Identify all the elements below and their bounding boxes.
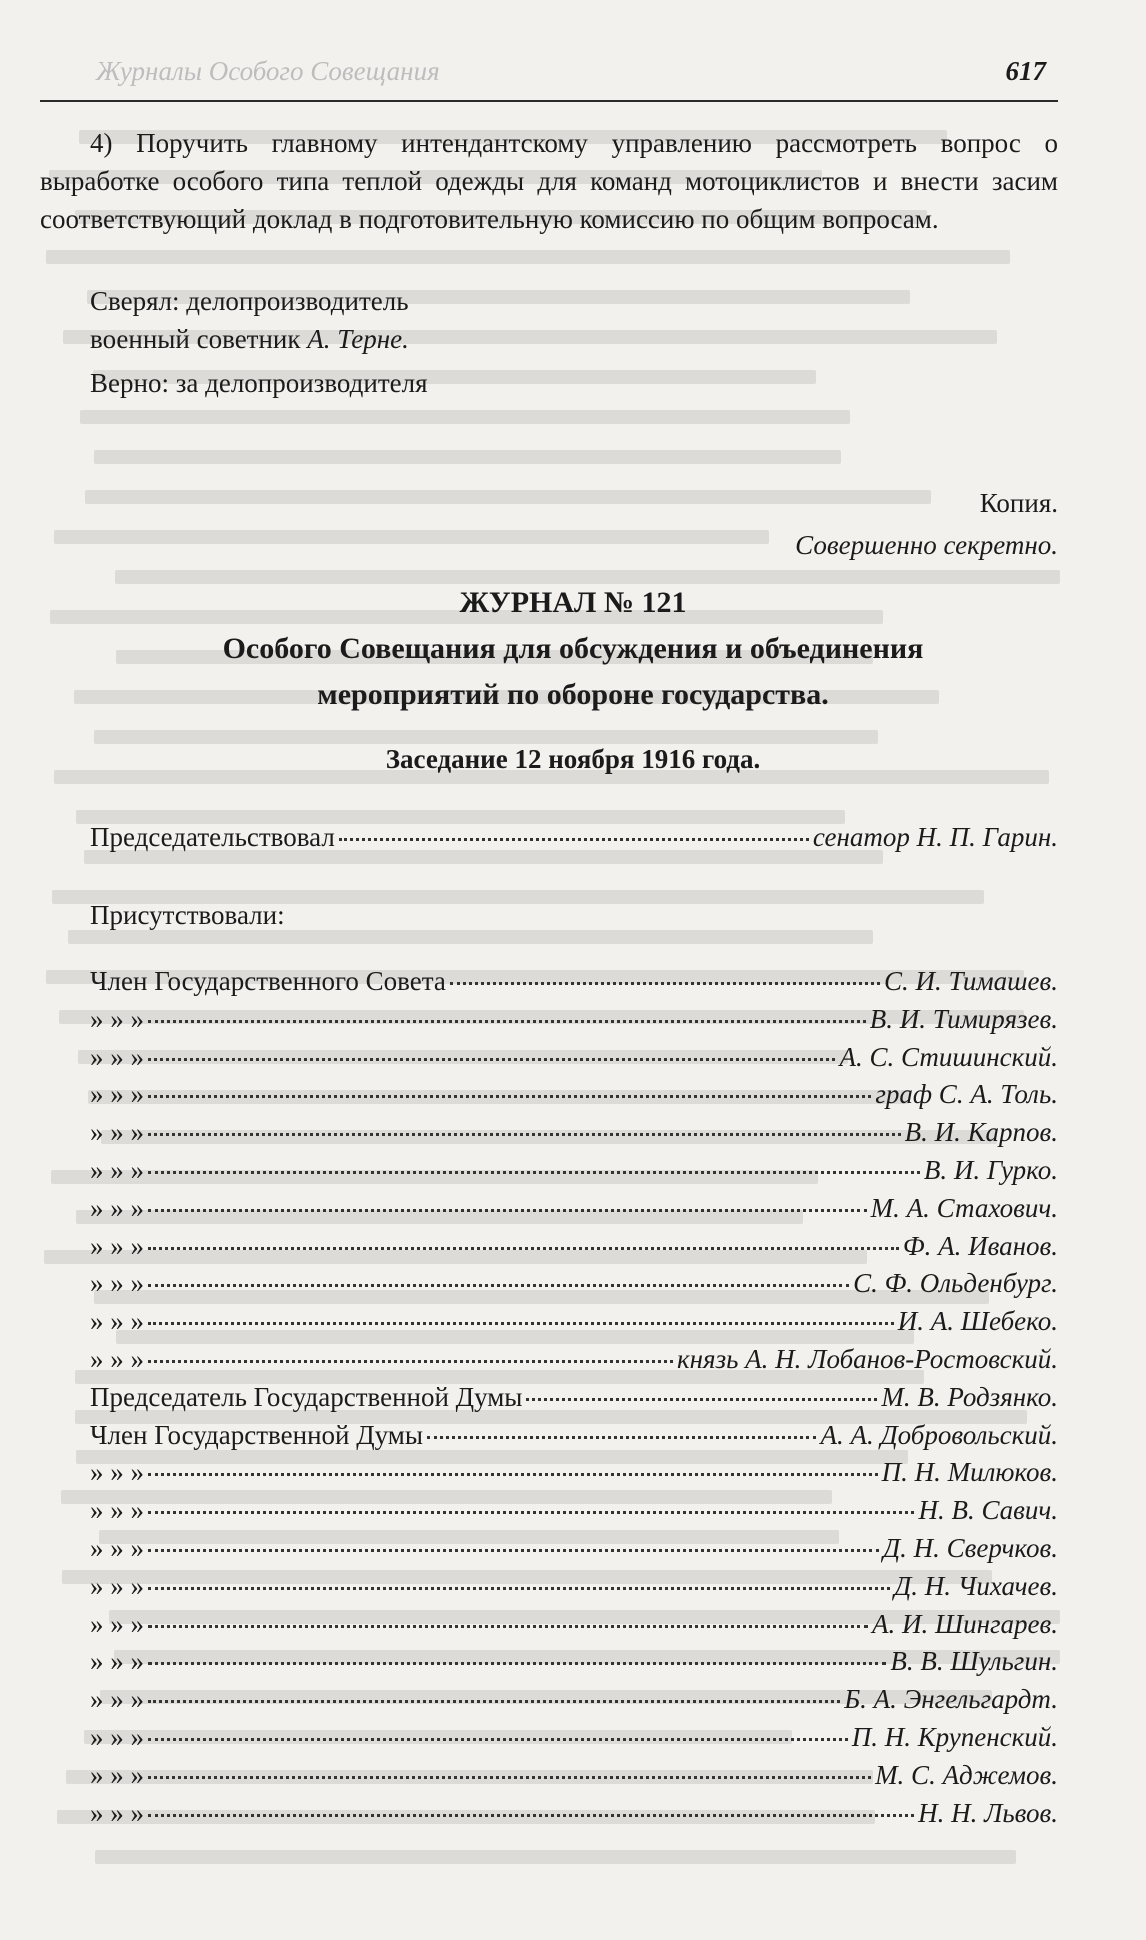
checked-by-name: А. Терне. (307, 324, 409, 354)
leader-dots (148, 1814, 914, 1817)
leader-dots (148, 1209, 867, 1212)
attendee-row (90, 1231, 1058, 1265)
attendee-row (90, 1268, 1058, 1302)
attendee-name: И. А. Шебеко. (897, 1306, 1058, 1337)
attendee-row (90, 1533, 1058, 1567)
leader-dots (339, 838, 809, 841)
true-copy-line: Верно: за делопроизводителя (90, 368, 428, 398)
session-date: Заседание 12 ноября 1916 года. (385, 744, 761, 774)
attendee-title: Член Государственной Думы (90, 1419, 424, 1450)
attendee-title: » » » (90, 1155, 144, 1185)
attendee-title: » » » (90, 1306, 144, 1337)
attendee-row (90, 1155, 1058, 1189)
attendee-row (90, 1609, 1058, 1643)
leader-dots (148, 1020, 866, 1023)
attendee-title: » » » (90, 1684, 144, 1715)
leader-dots (148, 1133, 901, 1136)
attendee-name: С. Ф. Ольденбург. (853, 1268, 1058, 1299)
chairman-label: Председательствовал (90, 822, 335, 852)
present-label: Присутствовали: (90, 900, 285, 930)
bleed-through-line (54, 530, 769, 544)
attendee-title: » » » (90, 1797, 144, 1828)
attendee-name: В. В. Шульгин. (890, 1646, 1058, 1677)
attendee-row (90, 1306, 1058, 1340)
attendee-name: М. А. Стахович. (870, 1192, 1058, 1223)
leader-dots (148, 1587, 890, 1590)
attendee-name: князь А. Н. Лобанов-Ростовский. (677, 1344, 1058, 1374)
bleed-through-line (85, 490, 931, 504)
leader-dots (526, 1398, 877, 1401)
attendee-name: Б. А. Энгельгардт. (844, 1684, 1058, 1715)
attendee-name: Д. Н. Чихачев. (894, 1570, 1058, 1601)
attendee-name: Н. В. Савич. (918, 1495, 1058, 1526)
leader-dots (148, 1247, 899, 1250)
bleed-through-line (80, 410, 851, 424)
attendee-title: » » » (90, 1533, 144, 1563)
attendee-name: А. А. Добровольский. (820, 1419, 1058, 1450)
attendee-row (90, 1495, 1058, 1529)
attendee-title: » » » (90, 1646, 144, 1677)
attendee-row (90, 1646, 1058, 1680)
leader-dots (148, 1738, 848, 1741)
attendee-row (90, 1382, 1058, 1416)
bleed-through-line (94, 450, 841, 464)
attendee-name: П. Н. Крупенский. (851, 1722, 1058, 1752)
bleed-through-line (115, 570, 1060, 584)
attendee-row (90, 1684, 1058, 1718)
bleed-through-line (68, 930, 873, 944)
attendee-row (90, 1079, 1058, 1113)
header-rule (40, 100, 1058, 102)
attendee-row (90, 1722, 1058, 1756)
attendee-row (90, 1420, 1058, 1454)
journal-title-line-1: Особого Совещания для обсуждения и объединения (222, 632, 924, 665)
attendee-row (90, 1344, 1058, 1378)
leader-dots (148, 1549, 879, 1552)
attendee-title: » » » (90, 1759, 144, 1790)
journal-title-line-2: мероприятий по обороне государства. (317, 678, 829, 711)
attendee-row (90, 1798, 1058, 1832)
page-number: 617 (1005, 56, 1046, 86)
attendee-title: » » » (90, 1495, 144, 1526)
attendee-row (90, 1571, 1058, 1605)
leader-dots (450, 982, 880, 985)
intro-paragraph: 4) Поручить главному интендантскому управлению рассмотреть вопрос о выработке особого типа теплой одежды для команд мотоциклистов и внести засим соответствующий доклад в подготовительную комиссию по общим вопросам. (40, 128, 1058, 234)
attendee-title: » » » (90, 1230, 144, 1261)
checked-by-line: Сверял: делопроизводитель (90, 286, 409, 316)
checked-by-title (90, 322, 409, 356)
attendee-title: » » » (90, 1457, 144, 1488)
attendee-title: » » » (90, 1570, 144, 1601)
leader-dots (148, 1511, 914, 1514)
attendee-title: » » » (90, 1003, 144, 1034)
attendee-name: Д. Н. Сверчков. (883, 1533, 1058, 1563)
leader-dots (148, 1284, 849, 1287)
attendee-title: » » » (90, 1041, 144, 1072)
leader-dots (148, 1473, 878, 1476)
attendee-name: Ф. А. Иванов. (902, 1230, 1058, 1261)
leader-dots (148, 1625, 868, 1628)
running-title: Журналы Особого Совещания (96, 56, 440, 86)
copy-mark: Копия. (979, 488, 1058, 518)
checked-by-rank: военный советник (90, 324, 308, 354)
attendee-name: Н. Н. Львов. (918, 1797, 1058, 1828)
attendee-name: С. И. Тимашев. (884, 966, 1058, 996)
leader-dots (148, 1058, 835, 1061)
attendee-row (90, 1042, 1058, 1076)
attendee-title: Член Государственного Совета (90, 966, 446, 996)
attendee-row (90, 1117, 1058, 1151)
chairman-name: сенатор Н. П. Гарин. (812, 822, 1058, 852)
attendee-title: » » » (90, 1608, 144, 1639)
attendee-name: М. С. Аджемов. (875, 1759, 1058, 1790)
attendee-title: » » » (90, 1079, 144, 1110)
attendee-row (90, 966, 1058, 1000)
leader-dots (148, 1662, 886, 1665)
attendee-row (90, 1457, 1058, 1491)
attendee-name: П. Н. Милюков. (881, 1457, 1058, 1488)
attendee-name: граф С. А. Толь. (875, 1079, 1058, 1110)
attendee-name: М. В. Родзянко. (881, 1381, 1058, 1412)
attendee-name: А. И. Шингарев. (871, 1608, 1058, 1639)
journal-number-title: ЖУРНАЛ № 121 (459, 586, 687, 619)
bleed-through-line (46, 250, 1010, 264)
leader-dots (148, 1171, 920, 1174)
secret-mark: Совершенно секретно. (795, 530, 1058, 560)
attendee-name: В. И. Карпов. (904, 1117, 1058, 1148)
leader-dots (148, 1700, 840, 1703)
leader-dots (148, 1360, 673, 1363)
attendee-title: Председатель Государственной Думы (90, 1381, 523, 1412)
attendee-title: » » » (90, 1722, 144, 1752)
attendee-row (90, 1760, 1058, 1794)
leader-dots (427, 1436, 816, 1439)
leader-dots (148, 1776, 871, 1779)
attendee-row (90, 1193, 1058, 1227)
attendee-title: » » » (90, 1117, 144, 1148)
chairman-row (90, 822, 1058, 856)
attendee-name: А. С. Стишинский. (839, 1041, 1058, 1072)
attendee-title: » » » (90, 1268, 144, 1299)
attendee-name: В. И. Тимирязев. (869, 1003, 1058, 1034)
bleed-through-line (94, 730, 878, 744)
leader-dots (148, 1322, 894, 1325)
attendee-title: » » » (90, 1192, 144, 1223)
leader-dots (148, 1095, 871, 1098)
attendee-row (90, 1004, 1058, 1038)
attendee-name: В. И. Гурко. (923, 1155, 1058, 1185)
attendee-title: » » » (90, 1344, 144, 1374)
bleed-through-line (95, 1850, 1016, 1864)
